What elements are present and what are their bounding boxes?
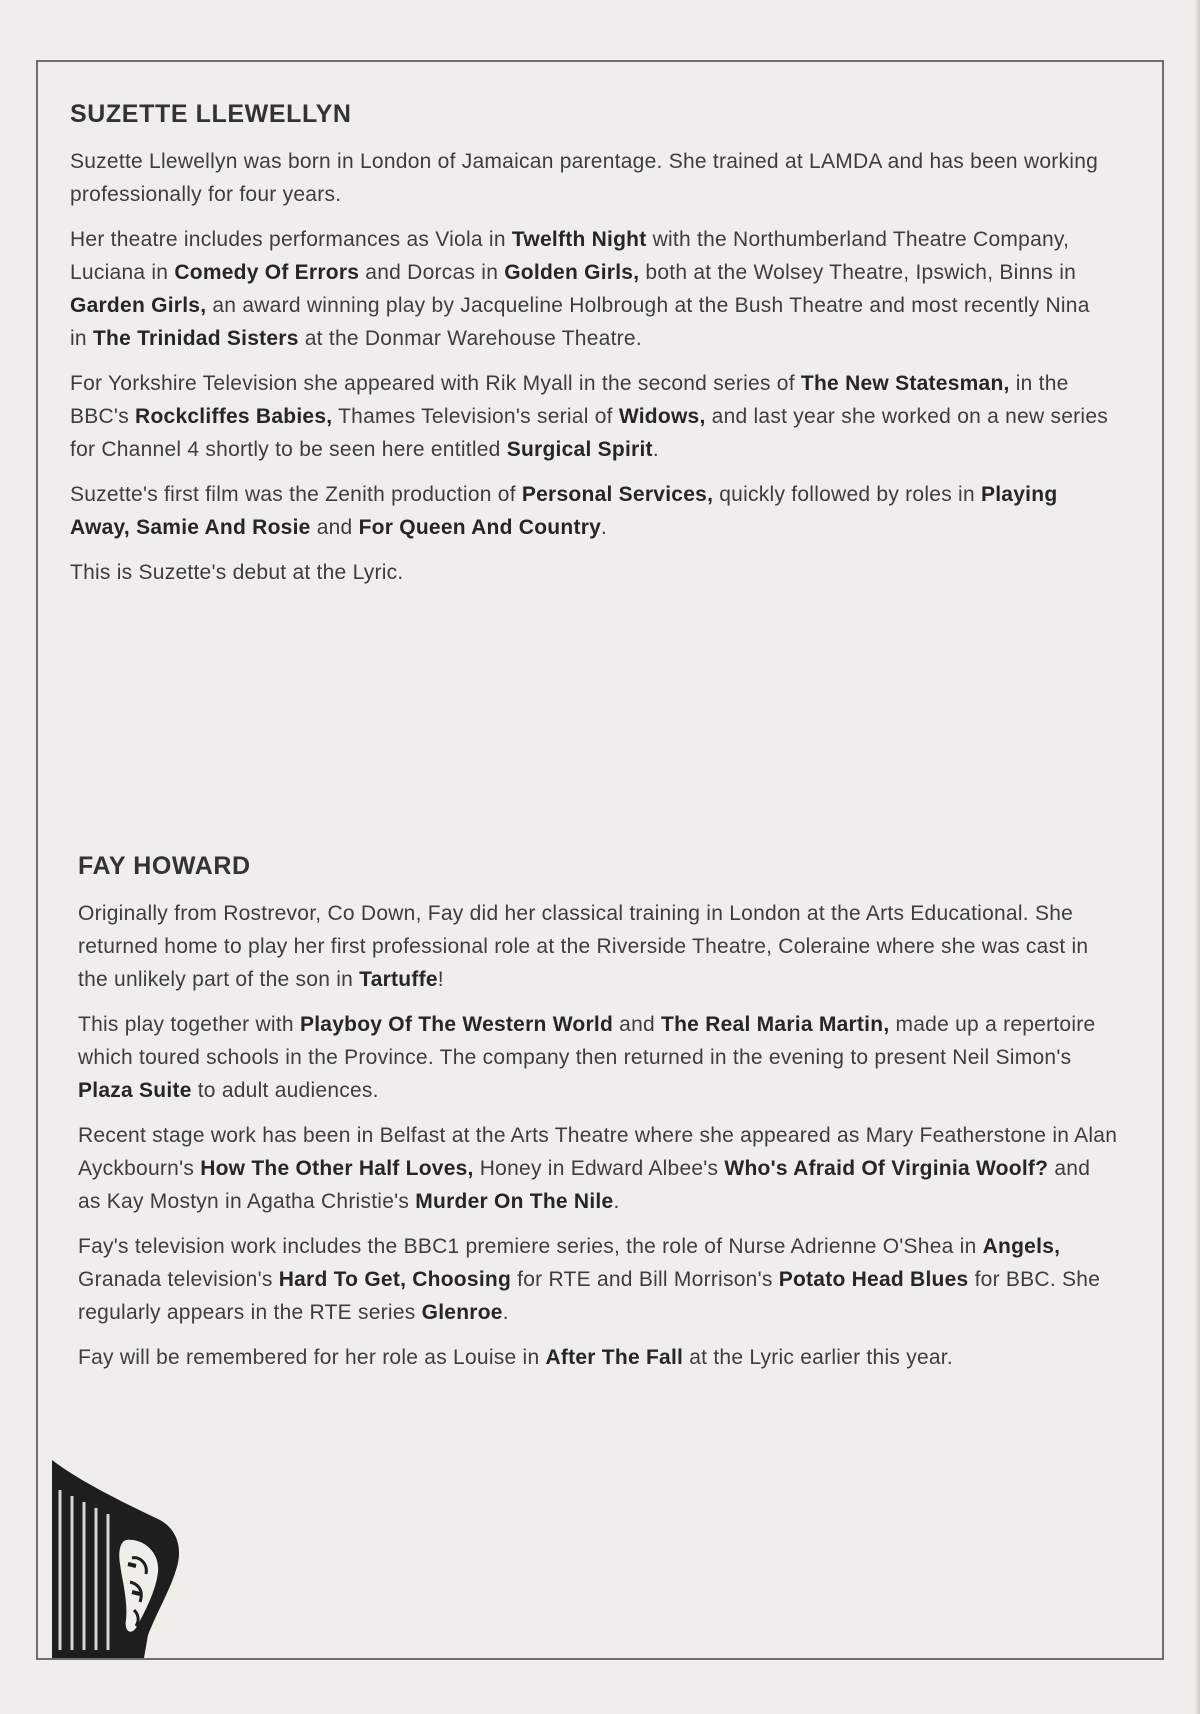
bio-paragraph: Suzette Llewellyn was born in London of Jamaican parentage. She trained at LAMDA and has been working professionally for four years. [70, 150, 1099, 206]
page-edge [1194, 0, 1200, 1714]
bio-paragraph: Fay will be remembered for her role as Louise in After The Fall at the Lyric earlier this year. [78, 1346, 953, 1369]
bio-paragraph: Her theatre includes performances as Viola in Twelfth Night with the Northumberland Theatre Company, Luciana in Comedy Of Errors and Dorcas in Golden Girls, both at the Wolsey Theatre, Ipswich, Binns in Garden Girls, an award winning play by Jacqueline Holbrough at the Bush Theatre and most recently Nina in The Trinidad Sisters at the Donmar Warehouse Theatre. [70, 228, 1090, 350]
bio-paragraph: Originally from Rostrevor, Co Down, Fay did her classical training in London at the Arts Educational. She returned home to play her first professional role at the Riverside Theatre, Coleraine where she was cast in the unlikely part of the son in Tartuffe! [78, 902, 1089, 991]
bio-paragraph: This is Suzette's debut at the Lyric. [70, 561, 404, 584]
bio-paragraph: Suzette's first film was the Zenith production of Personal Services, quickly followed by roles in Playing Away, Samie And Rosie and For Queen And Country. [70, 483, 1058, 539]
harp-crest-illustration [48, 1460, 188, 1660]
bio-name: FAY HOWARD [78, 852, 251, 880]
bio-paragraph: For Yorkshire Television she appeared with Rik Myall in the second series of The New Statesman, in the BBC's Rockcliffes Babies, Thames Television's serial of Widows, and last year she worked on a new series for Channel 4 shortly to be seen here entitled Surgical Spirit. [70, 372, 1109, 461]
bio-paragraph: This play together with Playboy Of The Western World and The Real Maria Martin, made up a repertoire which toured schools in the Province. The company then returned in the evening to present Neil Simon's Plaza Suite to adult audiences. [78, 1013, 1096, 1102]
bio-paragraph: Fay's television work includes the BBC1 premiere series, the role of Nurse Adrienne O'Shea in Angels, Granada television's Hard To Get, Choosing for RTE and Bill Morrison's Potato Head Blues for BBC. She regularly appears in the RTE series Glenroe. [78, 1235, 1101, 1324]
bio-fay-howard [78, 852, 1118, 1386]
bio-name: SUZETTE LLEWELLYN [70, 100, 352, 128]
bio-paragraph: Recent stage work has been in Belfast at the Arts Theatre where she appeared as Mary Featherstone in Alan Ayckbourn's How The Other Half Loves, Honey in Edward Albee's Who's Afraid Of Virginia Woolf? and as Kay Mostyn in Agatha Christie's Murder On The Nile. [78, 1124, 1118, 1213]
bio-suzette-llewellyn [70, 100, 1110, 601]
